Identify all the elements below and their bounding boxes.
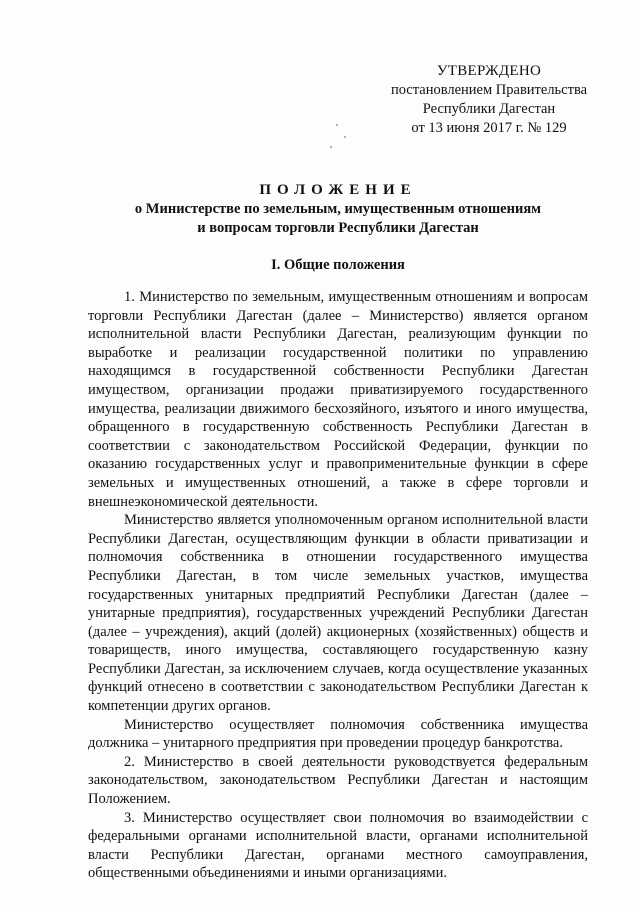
scan-speck <box>344 136 346 138</box>
paragraph-4: 2. Министерство в своей деятельности руководствуется федеральным законодательством, законодательством Республики Дагестан и настоящим Положением. <box>88 753 588 808</box>
scan-speck <box>336 124 338 126</box>
approval-line-1: постановлением Правительства <box>390 82 588 98</box>
document-heading: ПОЛОЖЕНИЕ <box>259 182 417 198</box>
document-subtitle-line-1: о Министерстве по земельным, имущественным отношениям <box>134 201 542 217</box>
paragraph-3: Министерство осуществляет полномочия собственника имущества должника – унитарного предприятия при проведении процедур банкротства. <box>88 716 588 752</box>
approval-block <box>384 62 594 138</box>
section-title: I. Общие положения <box>271 257 405 273</box>
document-title-block <box>88 180 588 238</box>
scan-speck <box>330 146 332 148</box>
paragraph-1: 1. Министерство по земельным, имущественным отношениям и вопросам торговли Республики Дагестан (далее – Министерство) является органом исполнительной власти Республики Дагестан, реализующим функции по выработке и реализации государственной политики по управлению находящимся в государственной собственности Республики Дагестан имуществом, организации продажи приватизируемого государственного имущества, реализации движимого бесхозяйного, изъятого и иного имущества, обращенного в государственную собственность Республики Дагестан в соответствии с законодательством Российской Федерации, функции по оказанию государственных услуг и правоприменительные функции в сфере земельных и имущественных отношений, а также в сфере торговли и внешнеэкономической деятельности. <box>88 289 588 510</box>
approval-line-2: Республики Дагестан <box>422 101 556 117</box>
document-subtitle-line-2: и вопросам торговли Республики Дагестан <box>197 220 479 236</box>
approval-line-3: от 13 июня 2017 г. № 129 <box>411 120 567 136</box>
approval-stamp: УТВЕРЖДЕНО <box>436 63 542 79</box>
paragraph-2: Министерство является уполномоченным органом исполнительной власти Республики Дагестан, осуществляющим функции в области приватизации и полномочия собственника в отношении государственного имущества Республики Дагестан, в том числе земельных участков, имущества государственных унитарных предприятий Республики Дагестан (далее – унитарные предприятия), государственных учреждений Республики Дагестан (далее – учреждения), акций (долей) акционерных (хозяйственных) обществ и товариществ, иного имущества, составляющего государственную казну Республики Дагестан, за исключением случаев, когда осуществление указанных функций отнесено в соответствии с законодательством Республики Дагестан к компетенции других органов. <box>88 512 588 715</box>
paragraph-5: 3. Министерство осуществляет свои полномочия во взаимодействии с федеральными органами исполнительной власти, органами исполнительной власти Республики Дагестан, органами местного самоуправления, общественными объединениями и иными организациями. <box>88 809 588 882</box>
document-body <box>88 288 588 883</box>
